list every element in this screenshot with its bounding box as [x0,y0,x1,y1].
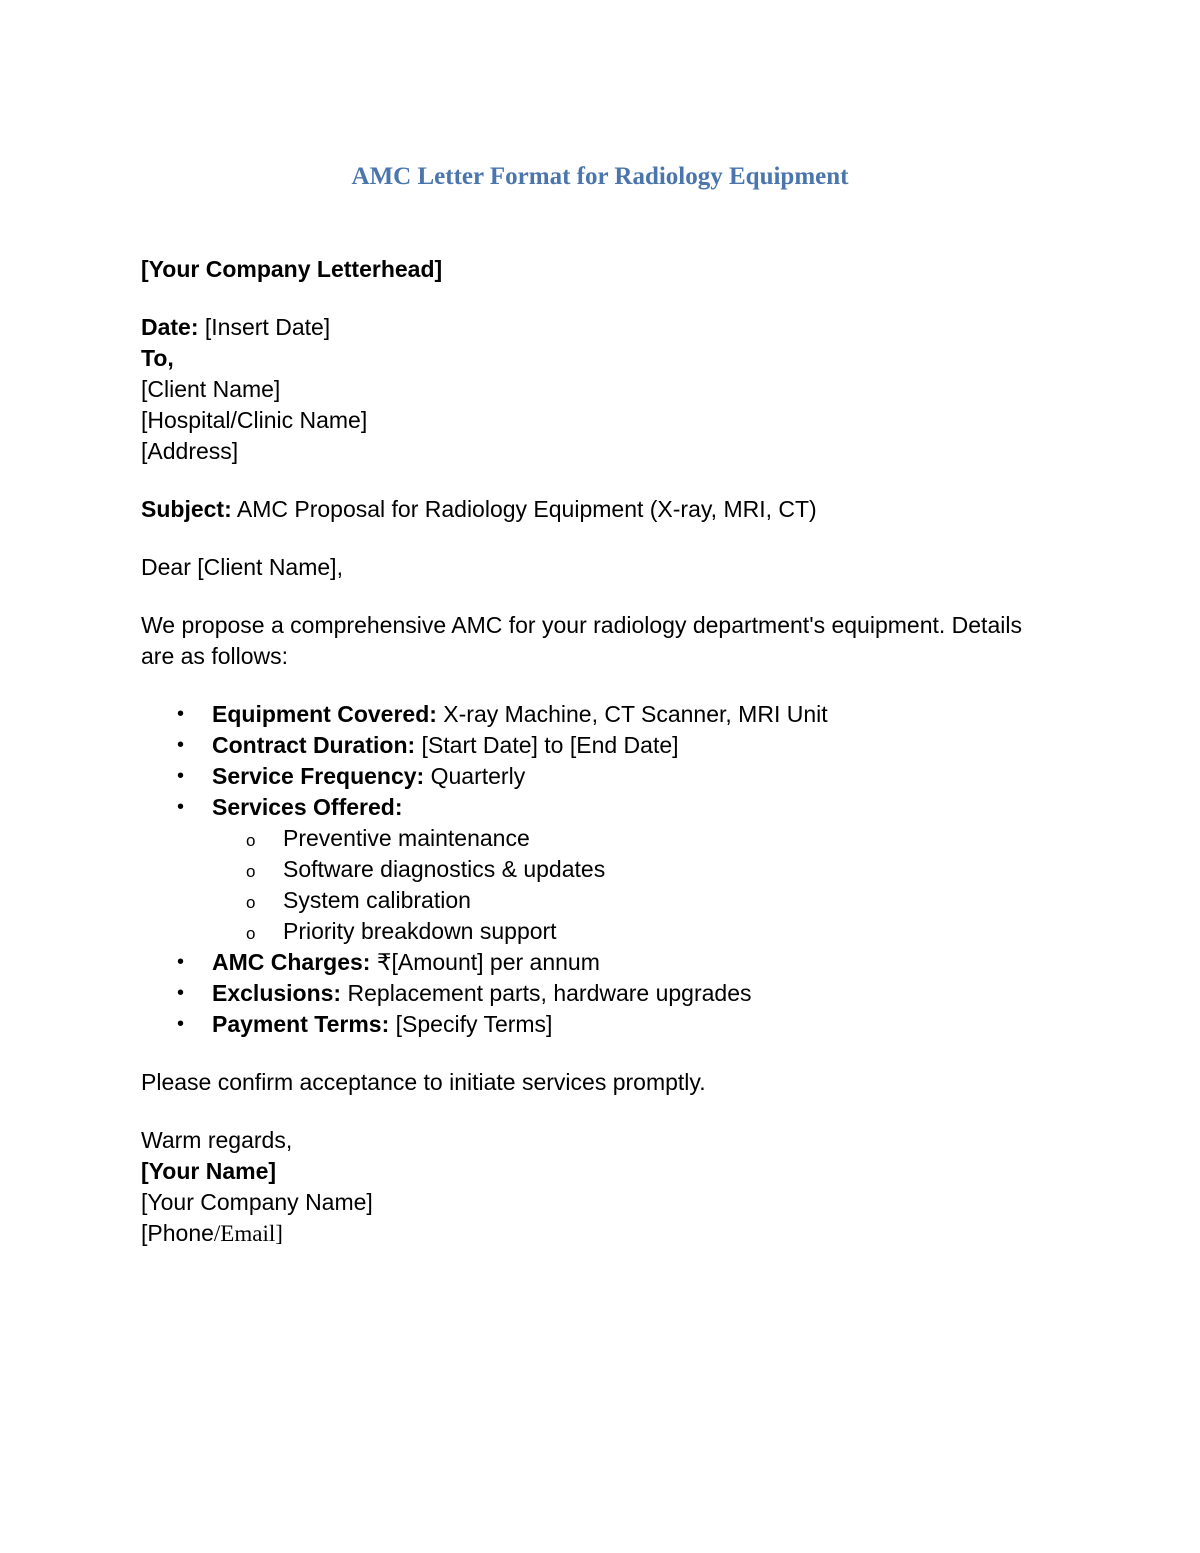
detail-value: [Specify Terms] [389,1011,553,1037]
closing-request: Please confirm acceptance to initiate services promptly. [141,1069,706,1095]
date-line [141,312,1061,343]
to-label: To, [141,345,174,371]
service-text: System calibration [283,887,471,913]
regards-line: Warm regards, [141,1127,293,1153]
spacer [141,525,1061,552]
intro-paragraph: We propose a comprehensive AMC for your radiology department's equipment. Details are as follows: [141,612,1022,669]
list-item [141,1009,1061,1040]
detail-value: Quarterly [424,763,526,789]
list-item [141,761,1061,792]
detail-value: ₹[Amount] per annum [370,949,600,975]
detail-label: AMC Charges: [212,949,371,975]
service-text: Preventive maintenance [283,825,530,851]
bullet-icon: • [177,765,185,787]
spacer [141,672,1061,699]
client-name-line: [Client Name] [141,376,281,402]
letterhead-placeholder: [Your Company Letterhead] [141,256,443,282]
contact-suffix: /Email] [213,1221,283,1246]
list-item [141,699,1061,730]
subject-line [141,494,1061,525]
services-sublist [212,823,1061,947]
address-line: [Address] [141,438,239,464]
detail-label: Equipment Covered: [212,701,437,727]
bullet-icon: • [177,703,185,725]
sender-name: [Your Name] [141,1158,277,1184]
circle-bullet-icon: o [246,862,256,881]
spacer [141,467,1061,494]
list-item [141,978,1061,1009]
subject-value: AMC Proposal for Radiology Equipment (X-ray, MRI, CT) [231,496,817,522]
bullet-icon: • [177,1013,185,1035]
detail-value: X-ray Machine, CT Scanner, MRI Unit [436,701,828,727]
sub-list-item [212,885,1061,916]
spacer [141,1040,1061,1067]
salutation: Dear [Client Name], [141,554,343,580]
sub-list-item [212,916,1061,947]
bullet-icon: • [177,796,185,818]
details-list [141,699,1061,1040]
date-value: [Insert Date] [198,314,331,340]
list-item [141,730,1061,761]
detail-label: Service Frequency: [212,763,425,789]
detail-label: Payment Terms: [212,1011,390,1037]
hospital-line: [Hospital/Clinic Name] [141,407,368,433]
sender-company: [Your Company Name] [141,1189,373,1215]
detail-value: Replacement parts, hardware upgrades [341,980,752,1006]
bullet-icon: • [177,734,185,756]
date-label: Date: [141,314,199,340]
bullet-icon: • [177,982,185,1004]
letter-body [141,254,1061,1249]
list-item [141,792,1061,947]
detail-label: Exclusions: [212,980,342,1006]
sub-list-item [212,823,1061,854]
circle-bullet-icon: o [246,893,256,912]
detail-label: Services Offered: [212,794,403,820]
circle-bullet-icon: o [246,924,256,943]
sender-contact [141,1218,1061,1249]
bullet-icon: • [177,951,185,973]
spacer [141,1098,1061,1125]
document-title: AMC Letter Format for Radiology Equipment [351,163,849,190]
list-item [141,947,1061,978]
subject-label: Subject: [141,496,232,522]
detail-label: Contract Duration: [212,732,416,758]
contact-prefix: [Phone [141,1220,214,1246]
service-text: Priority breakdown support [283,918,557,944]
sub-list-item [212,854,1061,885]
spacer [141,583,1061,610]
detail-value: [Start Date] to [End Date] [415,732,679,758]
service-text: Software diagnostics & updates [283,856,606,882]
circle-bullet-icon: o [246,831,256,850]
spacer [141,285,1061,312]
